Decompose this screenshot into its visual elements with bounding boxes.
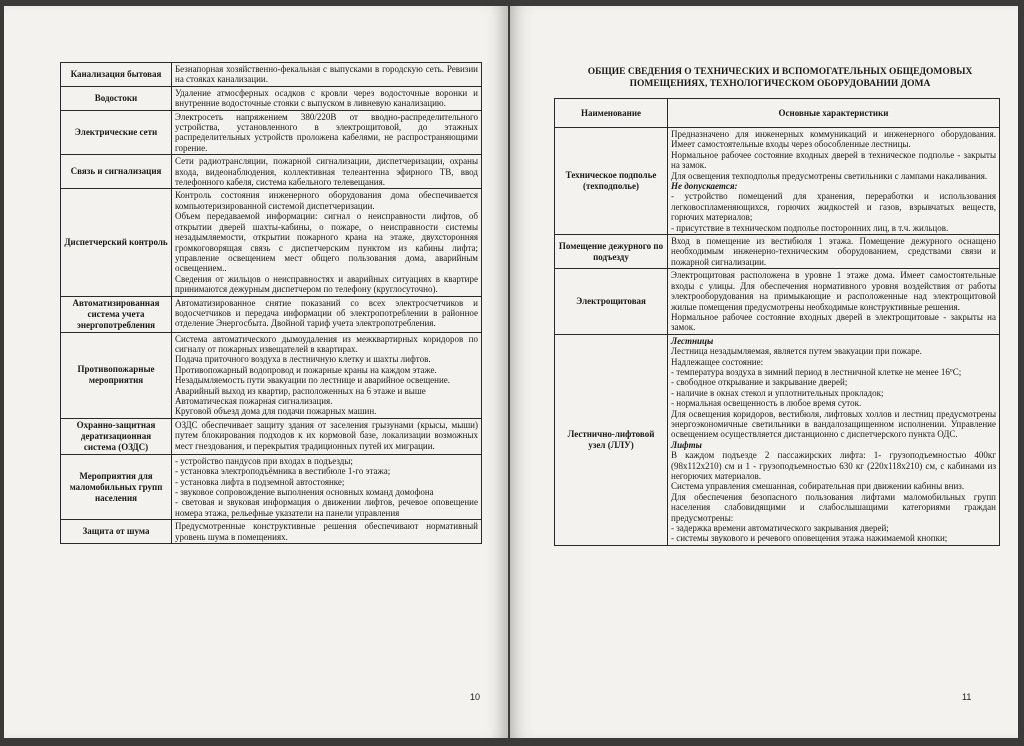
row-name: Охранно-защитная дератизационная система (ОЗДС) <box>61 418 172 454</box>
page-number-right: 11 <box>962 692 972 702</box>
row-description <box>172 520 482 544</box>
description-line: Лифты <box>671 439 702 450</box>
description-line: Предназначено для инженерных коммуникаций и инженерного оборудования. Имеет самостоятельные входы через обособленные лестницы. <box>671 129 996 150</box>
description-line: - системы звукового и речевого оповещения этажа нажимаемой кнопки; <box>671 533 948 544</box>
header-name: Наименование <box>555 99 668 128</box>
description-line: Для освещения техподполья предусмотрены светильники с лампами накаливания. <box>671 170 988 181</box>
row-name: Канализация бытовая <box>61 63 172 87</box>
description-line: Надлежащее состояние: <box>671 356 764 367</box>
row-description <box>668 334 1000 545</box>
table-row <box>555 128 1000 235</box>
description-line: Незадымляемость пути эвакуации по лестнице и аварийное освещение. <box>175 375 451 386</box>
row-description <box>172 86 482 110</box>
row-name: Автоматизированная система учета энергопотребления <box>61 296 172 332</box>
table-row <box>555 269 1000 334</box>
description-line: Подача приточного воздуха в лестничную клетку и шахты лифтов. <box>175 354 431 365</box>
description-line: ОЗДС обеспечивает защиту здания от заселения грызунами (крысы, мыши) путем блокирования подходов к их кормовой базе, локализации возможных мест гнездования, и перекрытия традиционных путей их миграции. <box>175 419 478 451</box>
description-line: Круговой объезд дома для подачи пожарных машин. <box>175 406 377 417</box>
description-line: Система управления смешанная, собирательная при движении кабины вниз. <box>671 481 965 492</box>
description-line: Объем передаваемой информации: сигнал о неисправности лифтов, об открытии дверей шахты-кабины, о пожаре, о неисправности системы незадымляемости, открытии пожарного крана на этаже, двухсторонняя громкоговорящая связь с диспетчерским пунктом из кабины лифта; управление освещением мест общего пользования дома, аварийным освещением.. <box>175 211 478 274</box>
row-description <box>172 63 482 87</box>
description-line: Электросеть напряжением 380/220В от вводно-распределительного устройства, установленного в электрощитовой, до этажных распределительных устройств проложена кабелями, не распространяющими горение. <box>175 111 478 153</box>
description-line: Автоматизированное снятие показаний со всех электросчетчиков и водосчетчиков и передача информации об электропотреблении в районное отделение Энергосбыта. Двойной тариф учета электропотребления. <box>175 297 478 329</box>
row-description <box>172 418 482 454</box>
row-name: Техническое подполье (техподполье) <box>555 128 668 235</box>
description-line: Сведения от жильцов о неисправностях и аварийных ситуациях в квартире принимаются дежурным диспетчером по телефону (круглосуточно). <box>175 273 478 295</box>
table-row <box>555 334 1000 545</box>
table-row <box>61 86 482 110</box>
description-line: В каждом подъезде 2 пассажирских лифта: 1- грузоподъемностью 400кг (98х112х210) см и 1 - грузоподъемностью 630 кг (220х118х210) см, с кабинами из негорючих материалов. <box>671 450 996 481</box>
table-row <box>61 454 482 519</box>
description-line: Контроль состояния инженерного оборудования дома обеспечивается компьютеризированной системой диспетчеризации. <box>175 190 478 211</box>
table-header-row <box>555 99 1000 128</box>
left-page <box>4 6 508 738</box>
description-line: Аварийный выход из квартир, расположенных на 6 этаже и выше <box>175 385 426 396</box>
table-row <box>61 110 482 155</box>
description-line: - устройство помещений для хранения, переработки и использования легковоспламеняющихся, горючих жидкостей и газов, взрывчатых веществ, горючих материалов; <box>671 191 996 223</box>
table-row <box>61 189 482 296</box>
row-name: Электрические сети <box>61 110 172 155</box>
description-line: Предусмотренные конструктивные решения обеспечивают нормативный уровень шума в помещениях. <box>175 521 478 542</box>
description-line: Лестницы <box>671 335 714 346</box>
description-line: Противопожарный водопровод и пожарные краны на каждом этаже. <box>175 364 437 375</box>
row-name: Водостоки <box>61 86 172 110</box>
row-name: Помещение дежурного по подъезду <box>555 235 668 269</box>
description-line: Нормальное рабочее состояние входных дверей в электрощитовые - закрыты на замок. <box>671 311 996 333</box>
row-description <box>172 332 482 418</box>
description-line: - устройство пандусов при входах в подъезды; <box>175 455 353 466</box>
description-line: - наличие в окнах стекол и уплотнительных прокладок; <box>671 387 884 398</box>
table-row <box>61 63 482 87</box>
description-line: Вход в помещение из вестибюля 1 этажа. Помещение дежурного оснащено необходимым инженерно-техническим оборудованием, средствами связи и пожарной сигнализации. <box>671 236 996 267</box>
description-line: - звуковое сопровождение выполнения основных команд домофона <box>175 487 434 497</box>
row-description <box>172 189 482 296</box>
right-table <box>554 98 1000 546</box>
table-row <box>61 520 482 544</box>
row-description <box>172 454 482 519</box>
description-line: Лестница незадымляемая, является путем эвакуации при пожаре. <box>671 346 922 357</box>
header-characteristics: Основные характеристики <box>668 99 1000 128</box>
section-title: ОБЩИЕ СВЕДЕНИЯ О ТЕХНИЧЕСКИХ И ВСПОМОГАТЕЛЬНЫХ ОБЩЕДОМОВЫХ ПОМЕЩЕНИЯХ, ТЕХНОЛОГИЧЕСКОМ ОБОРУДОВАНИИ ДОМА <box>587 67 973 89</box>
row-name: Диспетчерский контроль <box>61 189 172 296</box>
description-line: Для обеспечения безопасного пользования лифтами маломобильных групп населения слабовидящими и слабослышащими категориями граждан предусмотрены: <box>671 491 996 523</box>
page-number-left: 10 <box>470 692 481 702</box>
table-row <box>61 155 482 189</box>
left-table <box>60 62 482 544</box>
table-row <box>61 332 482 418</box>
right-page <box>510 6 1018 738</box>
row-name: Лестнично-лифтовой узел (ЛЛУ) <box>555 334 668 545</box>
row-description <box>668 235 1000 269</box>
table-row <box>61 418 482 454</box>
row-description <box>668 269 1000 334</box>
row-name: Защита от шума <box>61 520 172 544</box>
row-name: Электрощитовая <box>555 269 668 334</box>
row-name: Связь и сигнализация <box>61 155 172 189</box>
table-row <box>555 235 1000 269</box>
description-line: - установка лифта в подземной автостоянке; <box>175 476 345 487</box>
row-description <box>668 128 1000 235</box>
row-name: Противопожарные мероприятия <box>61 332 172 418</box>
description-line: - установка электроподъёмника в вестибюле 1-го этажа; <box>175 466 391 477</box>
row-description <box>172 296 482 332</box>
description-line: Автоматическая пожарная сигнализация. <box>175 395 333 406</box>
description-line: Безнапорная хозяйственно-фекальная с выпусками в городскую сеть. Ревизии на стояках канализации. <box>175 64 478 85</box>
description-line: Электрощитовая расположена в уровне 1 этаже дома. Имеет самостоятельные входы с улицы. Для обеспечения нормативного уровня воздействия от работы электрооборудования на примыкающие и расположенные над электрощитовой жилые помещения предусмотрены необходимые конструктивные решения. <box>671 270 996 312</box>
description-line: Нормальное рабочее состояние входных дверей в техническое подполье - закрыты на замок. <box>671 149 996 171</box>
row-description <box>172 155 482 189</box>
table-row <box>61 296 482 332</box>
description-line: Удаление атмосферных осадков с кровли через водосточные воронки и внутренние водосточные стояки с выпуском в ливневую канализацию. <box>175 87 478 109</box>
description-line: - нормальная освещенность в любое время суток. <box>671 398 862 409</box>
description-line: - световая и звуковая информация о движении лифтов, речевое оповещение номера этажа, рельефные указатели на панели управления <box>175 497 478 518</box>
description-line: - задержка времени автоматического закрывания дверей; <box>671 523 889 534</box>
description-line: Система автоматического дымоудаления из межквартирных коридоров по сигналу от пожарных извещателей в квартирах. <box>175 333 478 354</box>
description-line: Не допускается: <box>671 181 738 192</box>
description-line: - присутствие в техническом подполье посторонних лиц, в т.ч. жильцов. <box>671 222 949 233</box>
description-line: - свободное открывание и закрывание дверей; <box>671 377 848 388</box>
description-line: Сети радиотрансляции, пожарной сигнализации, диспетчеризации, охраны входа, видеонаблюдения, коллективная телеантенна эфирного ТВ, ввод телефонного кабеля, система кабельного телевещания. <box>175 156 478 188</box>
description-line: - температура воздуха в зимний период в лестничной клетке не менее 16ºС; <box>671 366 962 377</box>
description-line: Для освещения коридоров, вестибюля, лифтовых холлов и лестниц предусмотрены энергоэкономичные светильники в вандалозащищенном исполнении. Управление освещением осуществляется дистанционно с диспетчерского пункта ОДС. <box>671 408 996 440</box>
row-name: Мероприятия для маломобильных групп населения <box>61 454 172 519</box>
row-description <box>172 110 482 155</box>
